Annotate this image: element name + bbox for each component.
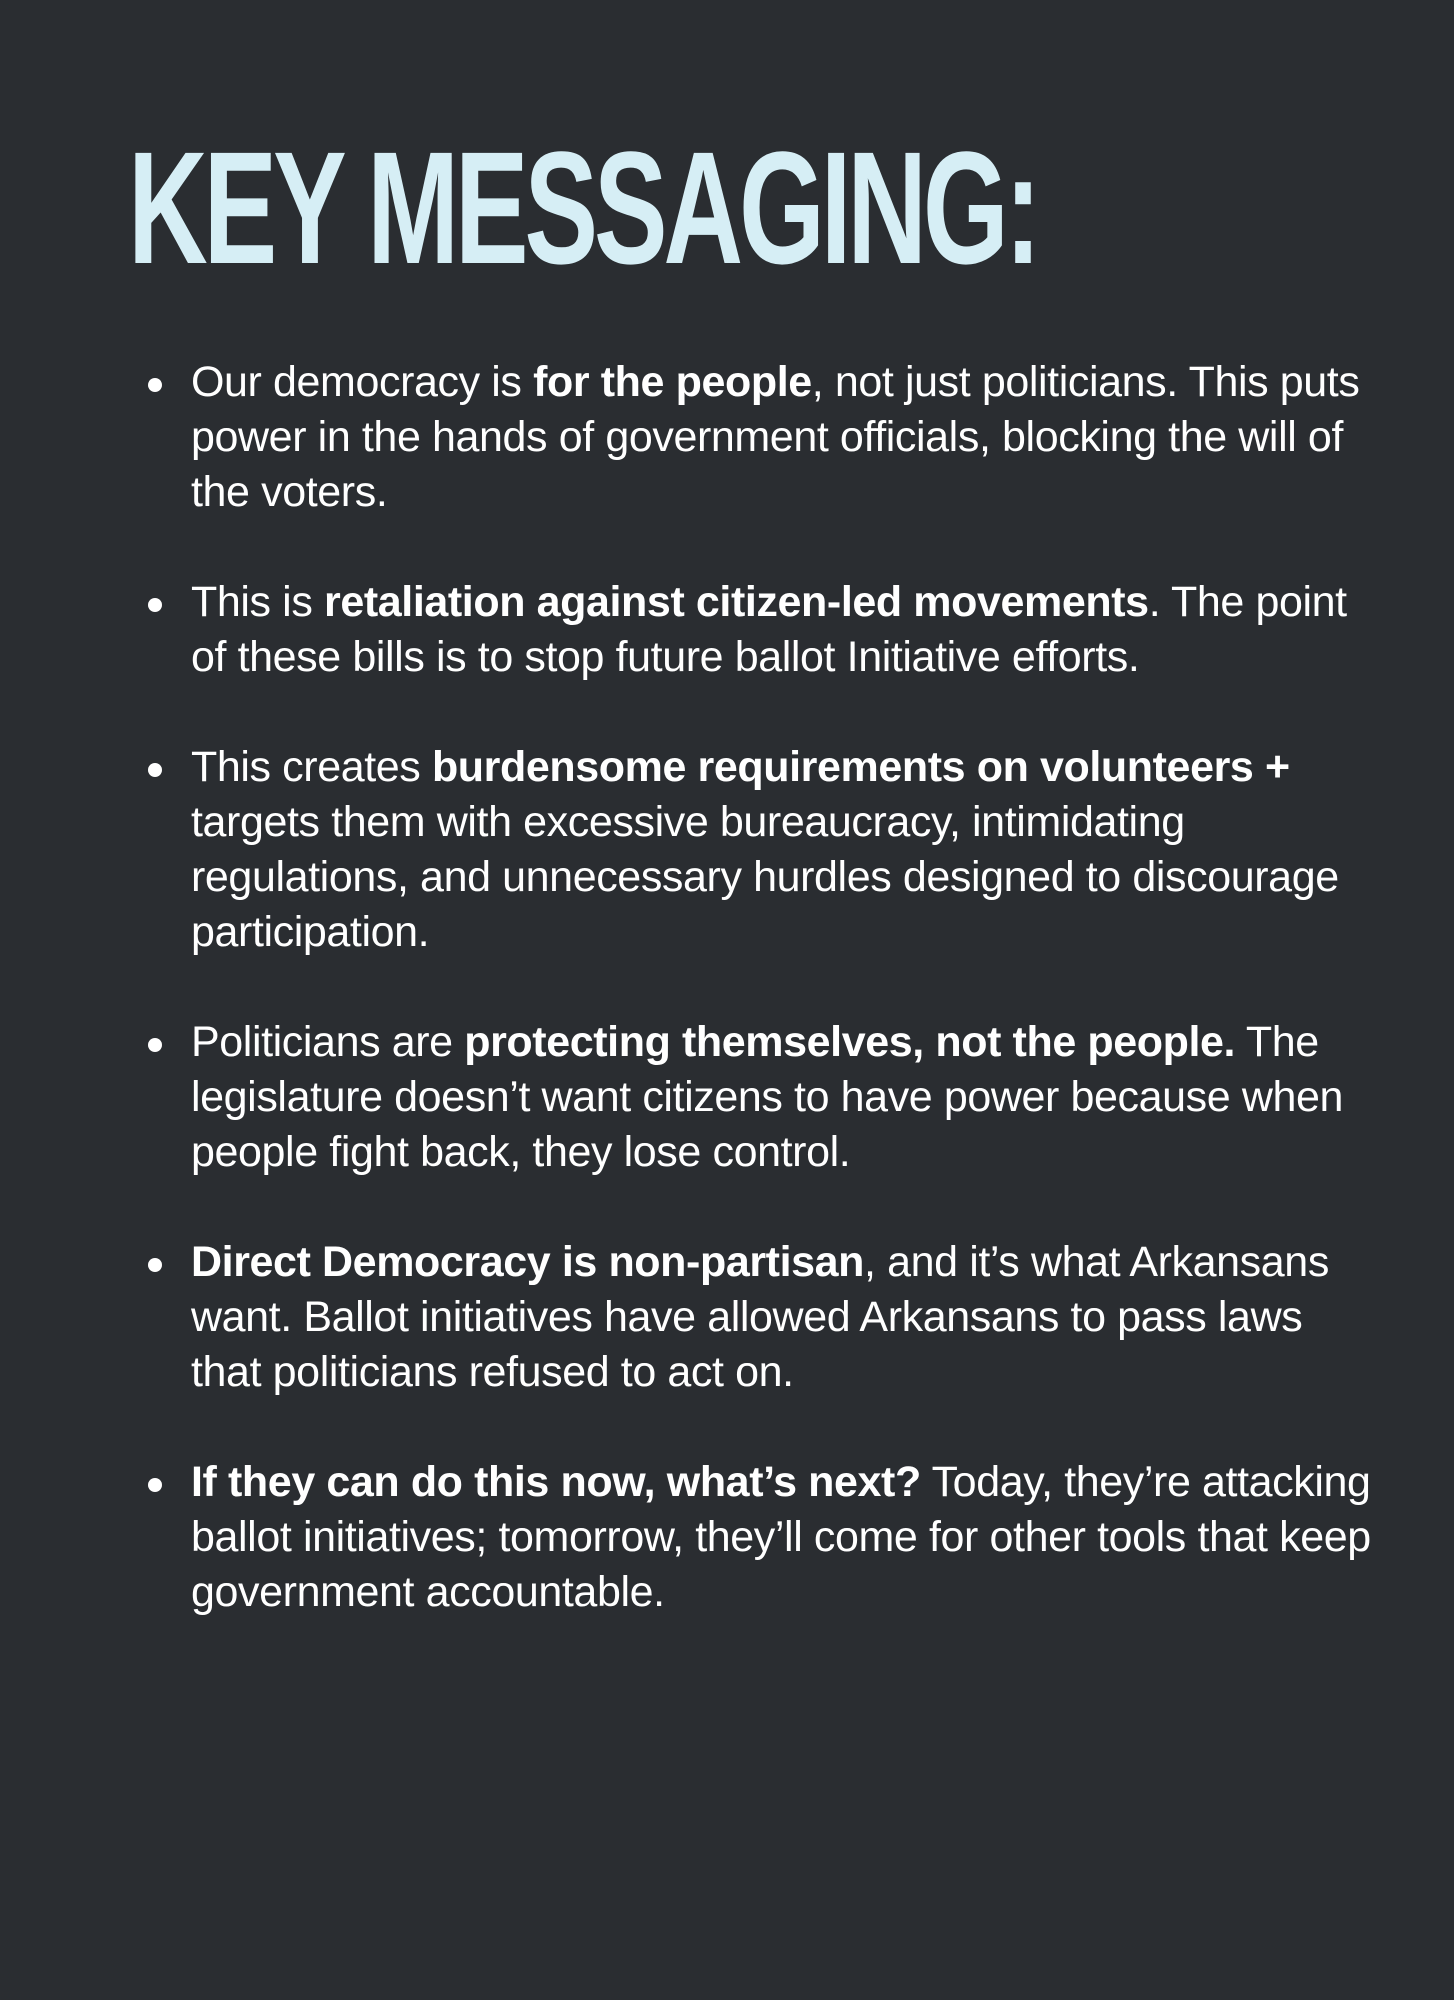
bullet-text-regular: This creates — [191, 743, 432, 791]
bullet-text-regular: Our democracy is — [191, 358, 534, 406]
list-item — [0, 355, 1454, 520]
bullet-text-regular: The legislature doesn’t want citizens to have power because when people fight back, they lose control. — [191, 1018, 1344, 1176]
bullet-text-bold: retaliation against citizen-led movements — [323, 578, 1149, 626]
bullet-dot-icon — [148, 763, 162, 777]
bullet-text-regular: This is — [191, 578, 324, 626]
bullet-text — [191, 575, 1371, 685]
bullet-text-bold: Direct Democracy is non-partisan — [191, 1238, 865, 1286]
key-messages-list — [0, 355, 1454, 1675]
list-item — [0, 1455, 1454, 1620]
bullet-dot-icon — [148, 1478, 162, 1492]
bullet-text-bold: for the people — [533, 358, 812, 406]
page-title: KEY MESSAGING: — [128, 118, 1038, 297]
list-item — [0, 1235, 1454, 1400]
bullet-text — [191, 1455, 1371, 1620]
list-item — [0, 740, 1454, 960]
bullet-text — [191, 1015, 1371, 1180]
bullet-text-regular: Politicians are — [191, 1018, 465, 1066]
list-item — [0, 1015, 1454, 1180]
list-item — [0, 575, 1454, 685]
bullet-text-regular: . The point of these bills is to stop future ballot Initiative efforts. — [191, 578, 1347, 681]
bullet-dot-icon — [148, 1258, 162, 1272]
bullet-text-regular: , and it’s what Arkansans want. Ballot initiatives have allowed Arkansans to pass laws that politicians refused to act on. — [191, 1238, 1329, 1396]
bullet-text-bold: burdensome requirements on volunteers + — [431, 743, 1290, 791]
bullet-text-regular: Today, they’re attacking ballot initiatives; tomorrow, they’ll come for other tools that keep government accountable. — [191, 1458, 1371, 1616]
bullet-text-regular: , not just politicians. This puts power in the hands of government officials, blocking the will of the voters. — [191, 358, 1360, 516]
bullet-text — [191, 355, 1371, 520]
bullet-text-bold: protecting themselves, not the people. — [464, 1018, 1236, 1066]
bullet-text-bold: If they can do this now, what’s next? — [191, 1458, 921, 1506]
bullet-dot-icon — [148, 598, 162, 612]
bullet-text-regular: targets them with excessive bureaucracy, intimidating regulations, and unnecessary hurdles designed to discourage participation. — [191, 798, 1339, 956]
bullet-dot-icon — [148, 378, 162, 392]
bullet-text — [191, 1235, 1371, 1400]
bullet-text — [191, 740, 1371, 960]
bullet-dot-icon — [148, 1038, 162, 1052]
